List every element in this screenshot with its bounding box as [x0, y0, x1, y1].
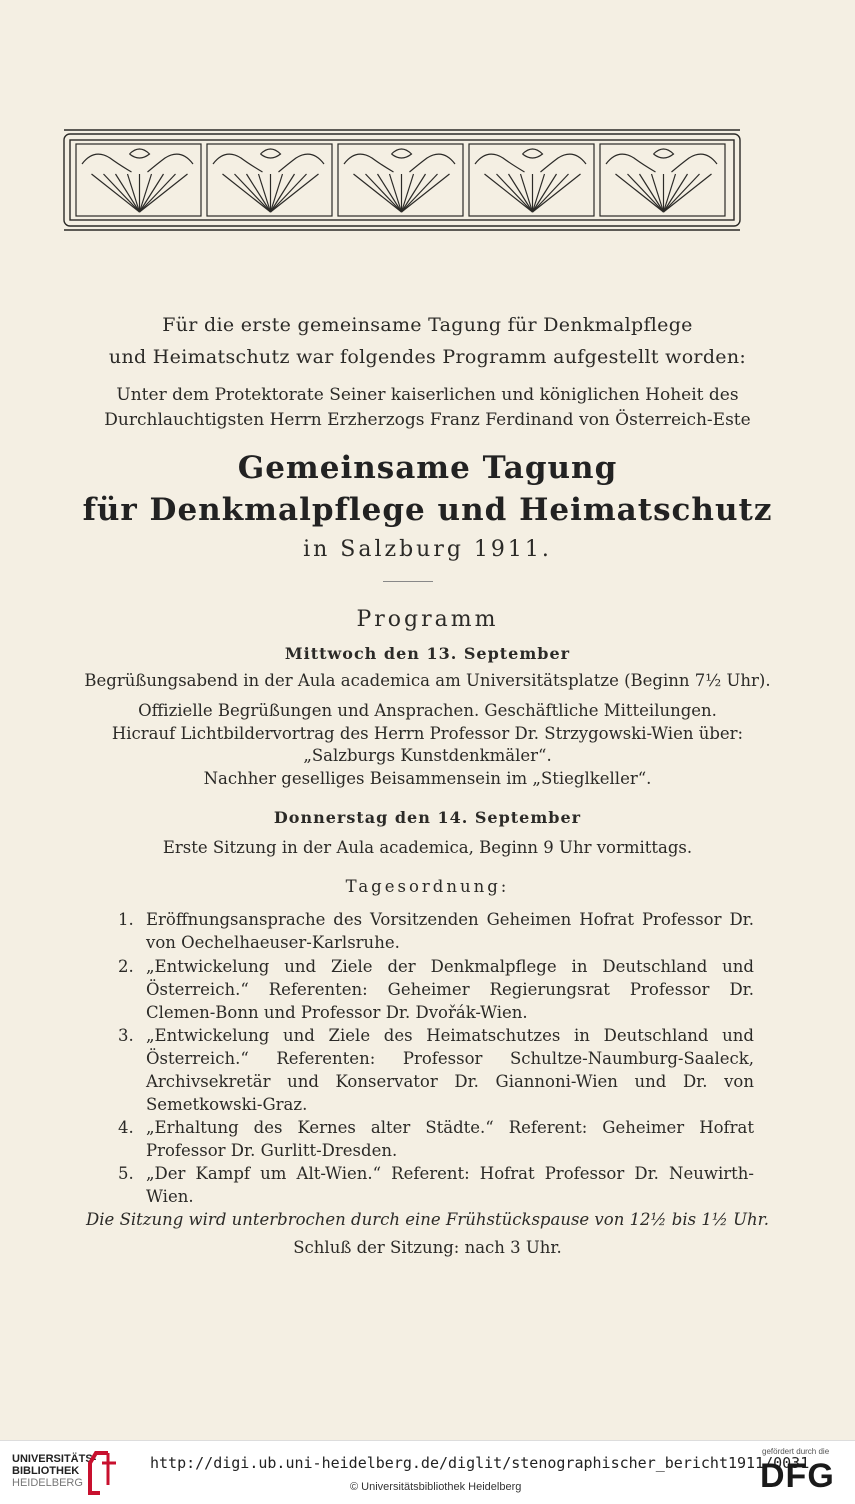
permalink-url[interactable]: http://digi.ub.uni-heidelberg.de/diglit/stenographischer_bericht1911/0031	[150, 1454, 810, 1472]
day1-line-4: „Salzburgs Kunstdenkmäler“.	[303, 746, 552, 765]
program-heading: Programm	[356, 607, 499, 632]
day1-line-2: Offizielle Begrüßungen und Ansprachen. Geschäftliche Mitteilungen.	[138, 701, 717, 720]
agenda-item-text: „Entwickelung und Ziele der Denkmalpflege in Deutschland und Österreich.“ Referenten: Geheimer Regierungsrat Professor Dr. Clemen-Bonn und Professor Dr. Dvořák-Wien.	[146, 957, 754, 1022]
title-city: in Salzburg 1911.	[303, 537, 552, 562]
day1-heading: Mittwoch den 13. September	[284, 644, 571, 663]
agenda-item	[118, 1162, 754, 1208]
art-nouveau-ornament-border	[62, 124, 742, 236]
agenda-item	[118, 1116, 754, 1162]
day2-heading: Donnerstag den 14. September	[273, 808, 582, 827]
title-line-1: Gemeinsame Tagung	[237, 450, 618, 486]
copyright-notice: © Universitätsbibliothek Heidelberg	[350, 1481, 522, 1493]
ornament-motif	[338, 144, 463, 216]
intro-line-3: Unter dem Protektorate Seiner kaiserlichen und königlichen Hoheit des	[116, 385, 739, 405]
ornament-motif	[600, 144, 725, 216]
agenda-heading: Tagesordnung:	[345, 877, 510, 896]
dfg-logo: DFG	[760, 1457, 835, 1495]
agenda-item	[118, 1024, 754, 1116]
divider	[383, 581, 433, 582]
agenda-item	[118, 955, 754, 1024]
footer-bar	[0, 1440, 855, 1504]
day1-line-5: Nachher geselliges Beisammensein im „Stieglkeller“.	[203, 769, 652, 788]
agenda-item-number: 2.	[118, 957, 134, 976]
library-name-line-2: BIBLIOTHEK	[12, 1465, 80, 1477]
title-line-2: für Denkmalpflege und Heimatschutz	[82, 492, 773, 528]
intro-line-2: und Heimatschutz war folgendes Programm aufgestellt worden:	[108, 346, 747, 368]
end-note: Schluß der Sitzung: nach 3 Uhr.	[293, 1238, 562, 1257]
agenda-item-text: „Entwickelung und Ziele des Heimatschutzes in Deutschland und Österreich.“ Referenten: Professor Schultze-Naumburg-Saaleck, Archivsekretär und Konservator Dr. Giannoni-Wien und Dr. von Semetkowski-Graz.	[146, 1026, 754, 1114]
intro-line-4: Durchlauchtigsten Herrn Erzherzogs Franz Ferdinand von Österreich-Este	[104, 410, 751, 430]
ornament-motif	[207, 144, 332, 216]
agenda-item-number: 5.	[118, 1164, 134, 1183]
break-note: Die Sitzung wird unterbrochen durch eine Frühstückspause von 12½ bis 1½ Uhr.	[86, 1210, 769, 1229]
day1-line-3: Hicrauf Lichtbildervortrag des Herrn Professor Dr. Strzygowski-Wien über:	[111, 724, 744, 743]
ornament-motif	[76, 144, 201, 216]
day2-session: Erste Sitzung in der Aula academica, Beginn 9 Uhr vormittags.	[162, 838, 693, 857]
library-name-line-3: HEIDELBERG	[12, 1477, 83, 1489]
agenda-item-text: „Erhaltung des Kernes alter Städte.“ Referent: Geheimer Hofrat Professor Dr. Gurlitt-Dresden.	[146, 1118, 754, 1160]
agenda-item-text: Eröffnungsansprache des Vorsitzenden Geheimen Hofrat Professor Dr. von Oechelhaeuser-Karlsruhe.	[146, 910, 754, 952]
day1-line-1: Begrüßungsabend in der Aula academica am Universitätsplatze (Beginn 7½ Uhr).	[84, 671, 771, 690]
library-logo-icon	[86, 1449, 122, 1497]
agenda-item	[118, 908, 754, 954]
library-name-line-1: UNIVERSITÄTS-	[12, 1453, 97, 1465]
agenda-item-number: 1.	[118, 910, 134, 929]
library-name	[12, 1453, 96, 1489]
funding-caption: gefördert durch die	[762, 1447, 830, 1456]
agenda-item-number: 3.	[118, 1026, 134, 1045]
agenda-item-number: 4.	[118, 1118, 134, 1137]
intro-line-1: Für die erste gemeinsame Tagung für Denkmalpflege	[162, 314, 693, 336]
ornament-motif	[469, 144, 594, 216]
agenda-item-text: „Der Kampf um Alt-Wien.“ Referent: Hofrat Professor Dr. Neuwirth-Wien.	[146, 1164, 754, 1206]
